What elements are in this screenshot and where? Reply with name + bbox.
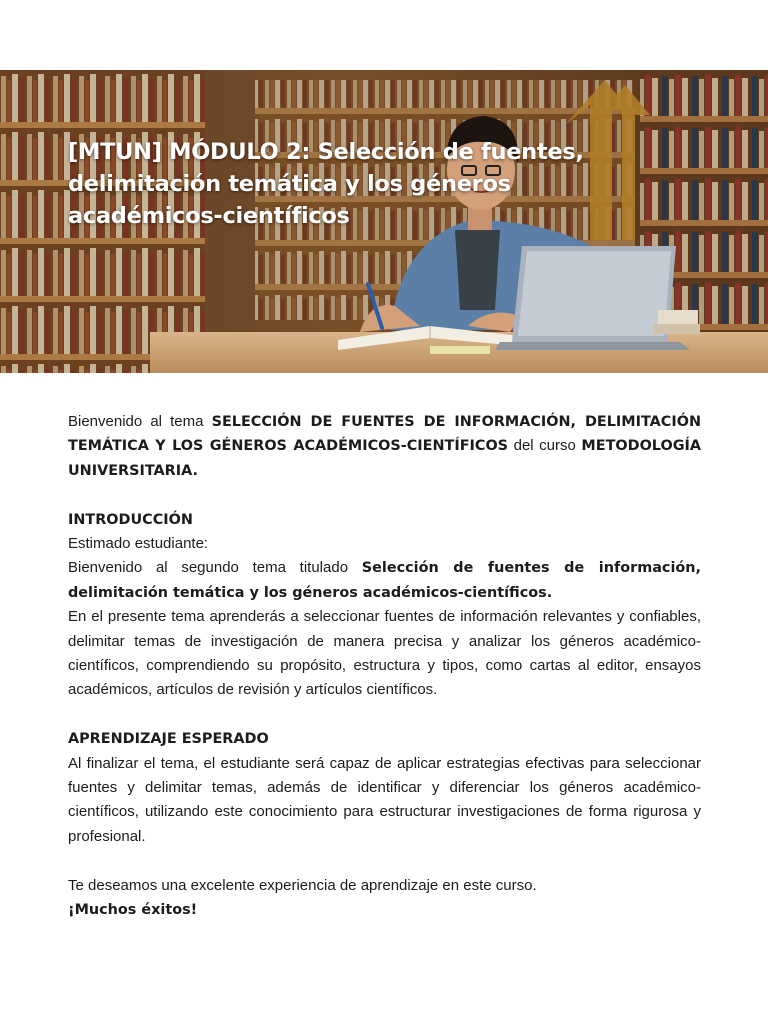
welcome-paragraph: Bienvenido al segundo tema titulado Selección de fuentes de información, delimitación temática y los géneros académicos-científicos.: [68, 559, 701, 601]
introduction-body: En el presente tema aprenderás a seleccionar fuentes de información relevantes y confiables, delimitar temas de investigación de manera precisa y analizar los géneros académico-científicos, comprendiendo su propósito, estructura y tipos, como cartas al editor, ensayos académicos, artículos de revisión y artículos científicos.: [68, 608, 701, 699]
topic-title: Selección de fuentes de información, delimitación temática y los géneros académicos-científicos.: [68, 560, 701, 601]
greeting-text: Estimado estudiante:: [68, 535, 209, 553]
closing-cheer: ¡Muchos éxitos!: [68, 902, 198, 919]
course-name: METODOLOGÍA UNIVERSITARIA.: [68, 438, 701, 479]
header-banner: [0, 70, 768, 373]
module-title: [MTUN] MÓDULO 2: Selección de fuentes, delimitación temática y los géneros académicos-científicos: [68, 139, 584, 229]
intro-paragraph: Bienvenido al tema SELECCIÓN DE FUENTES DE INFORMACIÓN, DELIMITACIÓN TEMÁTICA Y LOS GÉNEROS ACADÉMICOS-CIENTÍFICOS del curso METODOLOGÍA UNIVERSITARIA.: [68, 413, 701, 479]
module-content: [68, 410, 701, 922]
introduction-heading: INTRODUCCIÓN: [68, 511, 193, 528]
closing-wish: Te deseamos una excelente experiencia de aprendizaje en este curso.: [68, 876, 537, 894]
expected-learning-body: Al finalizar el tema, el estudiante será capaz de aplicar estrategias efectivas para seleccionar fuentes y delimitar temas, además de identificar y diferenciar los géneros académico-científicos, utilizando este conocimiento para estructurar investigaciones de forma rigurosa y profesional.: [68, 754, 701, 845]
topic-name: SELECCIÓN DE FUENTES DE INFORMACIÓN, DELIMITACIÓN TEMÁTICA Y LOS GÉNEROS ACADÉMICOS-CIENTÍFICOS: [68, 414, 701, 455]
expected-learning-heading: APRENDIZAJE ESPERADO: [68, 731, 269, 748]
